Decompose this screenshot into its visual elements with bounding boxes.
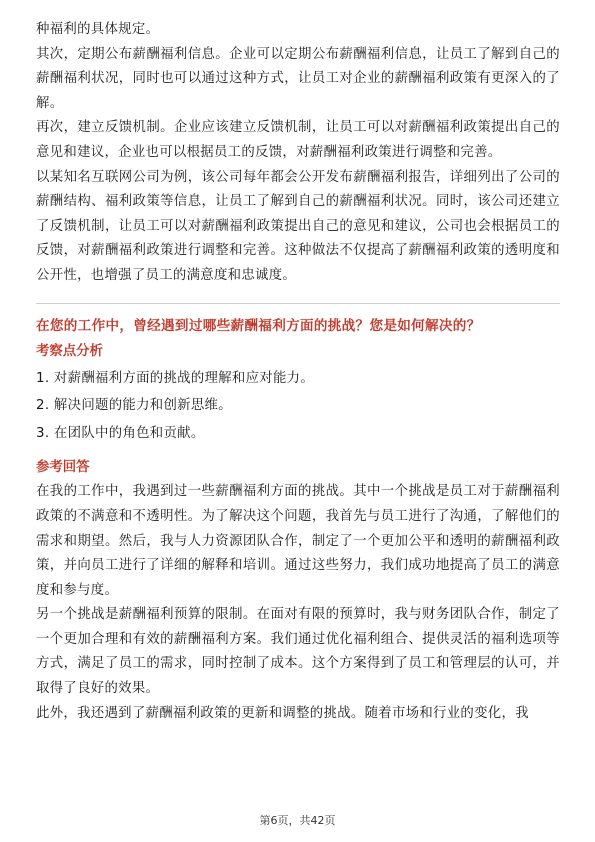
analysis-item: 1. 对薪酬福利方面的挑战的理解和应对能力。 [36,370,315,386]
analysis-item: 3. 在团队中的角色和贡献。 [36,425,205,441]
answer-paragraph: 此外，我还遇到了薪酬福利政策的更新和调整的挑战。随着市场和行业的变化，我 [36,705,529,721]
intro-section [36,18,560,289]
question-heading: 在您的工作中，曾经遇到过哪些薪酬福利方面的挑战？您是如何解决的？ [36,317,481,334]
paragraph: 其次，定期公布薪酬福利信息。企业可以定期公布薪酬福利信息，让员工了解到自己的薪酬福利状况，同时也可以通过这种方式，让员工对企业的薪酬福利政策有更深入的了解。 [36,46,560,111]
paragraph: 再次，建立反馈机制。企业应该建立反馈机制，让员工可以对薪酬福利政策提出自己的意见和建议，企业也可以根据员工的反馈，对薪酬福利政策进行调整和完善。 [36,120,560,160]
paragraph: 以某知名互联网公司为例，该公司每年都会公开发布薪酬福利报告，详细列出了公司的薪酬结构、福利政策等信息，让员工了解到自己的薪酬福利状况。同时，该公司还建立了反馈机制，让员工可以对薪酬福利政策提出自己的意见和建议，公司也会根据员工的反馈，对薪酬福利政策进行调整和完善。这种做法不仅提高了薪酬福利政策的透明度和公开性，也增强了员工的满意度和忠诚度。 [36,169,560,283]
document-page [36,18,560,726]
page-number: 第6页，共42页 [259,814,336,827]
answer-paragraph: 另一个挑战是薪酬福利预算的限制。在面对有限的预算时，我与财务团队合作，制定了一个更加合理和有效的薪酬福利方案。我们通过优化福利组合、提供灵活的福利选项等方式，满足了员工的需求，同时控制了成本。这个方案得到了员工和管理层的认可，并取得了良好的效果。 [36,607,560,697]
paragraph: 种福利的具体规定。 [36,22,160,37]
analysis-item: 2. 解决问题的能力和创新思维。 [36,398,232,414]
section-divider [36,303,560,304]
analysis-title: 考察点分析 [36,343,103,359]
answer-paragraph: 在我的工作中，我遇到过一些薪酬福利方面的挑战。其中一个挑战是员工对于薪酬福利政策的不满意和不透明性。为了解决这个问题，我首先与员工进行了沟通，了解他们的需求和期望。然后，我与人力资源团队合作，制定了一个更加公平和透明的薪酬福利政策，并向员工进行了详细的解释和培训。通过这些努力，我们成功地提高了员工的满意度和参与度。 [36,484,560,598]
answer-title: 参考回答 [36,460,90,476]
